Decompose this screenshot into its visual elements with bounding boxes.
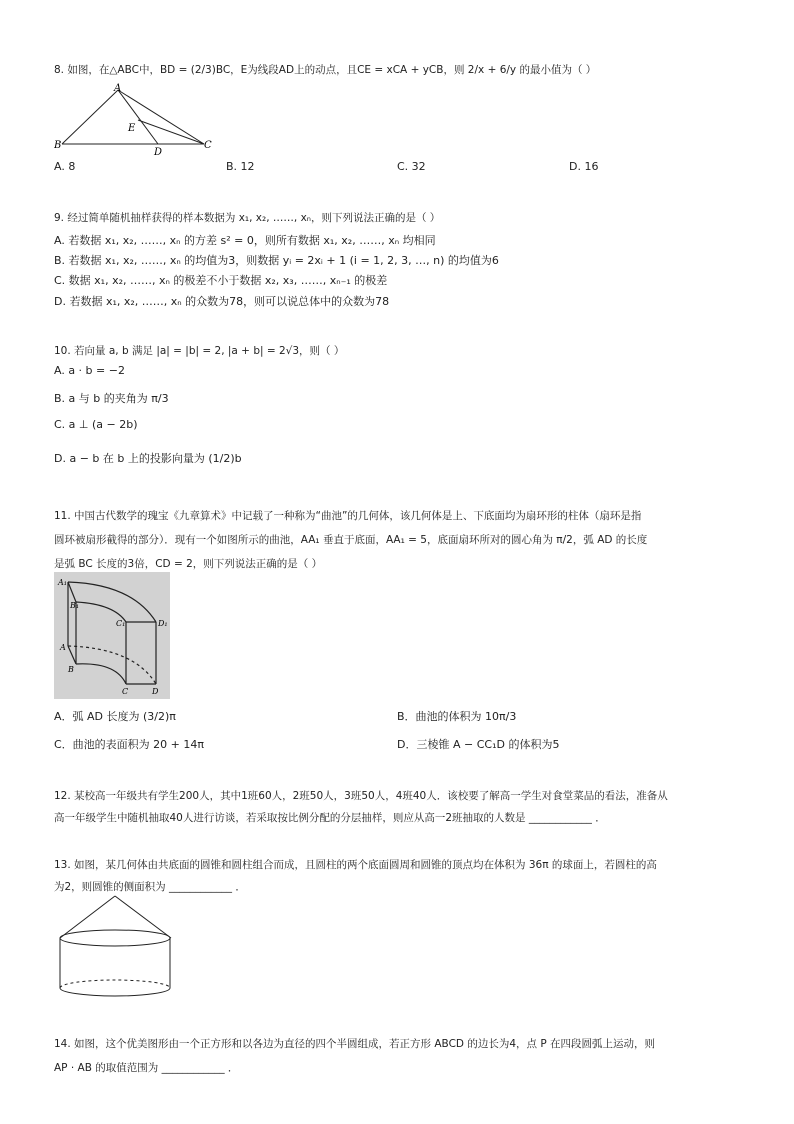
label-b: B bbox=[54, 140, 62, 151]
cylinder-top-ellipse bbox=[60, 930, 170, 946]
label-c1: C₁ bbox=[116, 619, 126, 628]
cone-right-generatrix bbox=[115, 896, 171, 938]
label-e: E bbox=[128, 123, 136, 134]
q11-option-b: B．曲池的体积为 10π/3 bbox=[397, 710, 517, 723]
q11-option-c: C．曲池的表面积为 20 + 14π bbox=[54, 738, 205, 751]
label-a: A bbox=[114, 83, 122, 94]
label-d1: D₁ bbox=[158, 619, 168, 628]
q10-option-d: D. a − b 在 b 上的投影向量为 (1/2)b bbox=[54, 452, 242, 465]
q8-stem: 8. 如图，在△ABC中，BD = (2/3)BC，E为线段AD上的动点，且CE = xCA + yCB，则 2/x + 6/y 的最小值为（ ） bbox=[54, 64, 597, 76]
q8-option-a: A. 8 bbox=[54, 160, 76, 173]
q11-option-d: D．三棱锥 A − CC₁D 的体积为5 bbox=[397, 738, 560, 751]
side-ab bbox=[62, 90, 118, 144]
side-ac bbox=[118, 90, 204, 144]
q10-option-c: C. a ⊥ (a − 2b) bbox=[54, 418, 138, 431]
q9-option-c: C. 数据 x₁, x₂, ……, xₙ 的极差不小于数据 x₂, x₃, ……, xₙ₋₁ 的极差 bbox=[54, 274, 388, 287]
label-c: C bbox=[204, 140, 212, 151]
q11-curved-pool-figure bbox=[54, 572, 170, 699]
label-a: A bbox=[60, 643, 66, 652]
q9-stem: 9. 经过简单随机抽样获得的样本数据为 x₁, x₂, ……, xₙ，则下列说法正确的是（ ） bbox=[54, 212, 441, 224]
label-d: D bbox=[152, 687, 159, 696]
label-b1: B₁ bbox=[70, 601, 80, 610]
q11-option-a: A．弧 AD 长度为 (3/2)π bbox=[54, 710, 176, 723]
segment-ad bbox=[118, 90, 158, 144]
q8-triangle-figure bbox=[54, 82, 224, 156]
q8-option-d: D. 16 bbox=[569, 160, 599, 173]
q8-option-c: C. 32 bbox=[397, 160, 426, 173]
cone-left-generatrix bbox=[60, 896, 115, 938]
q11-stem-line1: 11. 中国古代数学的瑰宝《九章算术》中记载了一种称为“曲池”的几何体，该几何体是上、下底面均为扇环形的柱体（扇环是指 bbox=[54, 510, 642, 522]
q14-stem-line1: 14. 如图，这个优美图形由一个正方形和以各边为直径的四个半圆组成，若正方形 ABCD 的边长为4，点 P 在四段圆弧上运动，则 bbox=[54, 1038, 656, 1050]
q11-stem-line2: 圆环被扇形截得的部分）．现有一个如图所示的曲池，AA₁ 垂直于底面，AA₁ = 5，底面扇环所对的圆心角为 π/2，弧 AD 的长度 bbox=[54, 534, 648, 546]
q13-cone-cylinder-figure bbox=[54, 892, 178, 1002]
q13-stem-line2: 为2，则圆锥的侧面积为 ____________ ． bbox=[54, 881, 246, 893]
q13-stem-line1: 13. 如图，某几何体由共底面的圆锥和圆柱组合而成，且圆柱的两个底面圆周和圆锥的顶点均在体积为 36π 的球面上，若圆柱的高 bbox=[54, 859, 657, 871]
q10-stem: 10. 若向量 a, b 满足 |a| = |b| = 2, |a + b| = 2√3，则（ ） bbox=[54, 345, 345, 357]
q12-stem-line1: 12. 某校高一年级共有学生200人，其中1班60人，2班50人，3班50人，4班40人．该校要了解高一学生对食堂菜品的看法，准备从 bbox=[54, 790, 668, 802]
label-a1: A₁ bbox=[58, 578, 67, 587]
q8-option-b: B. 12 bbox=[226, 160, 255, 173]
q10-option-b: B. a 与 b 的夹角为 π/3 bbox=[54, 392, 169, 405]
q10-option-a: A. a · b = −2 bbox=[54, 364, 125, 377]
label-b: B bbox=[68, 665, 74, 674]
cylinder-bottom-front bbox=[60, 988, 170, 996]
q9-option-a: A. 若数据 x₁, x₂, ……, xₙ 的方差 s² = 0，则所有数据 x₁, x₂, ……, xₙ 均相同 bbox=[54, 234, 436, 247]
label-d: D bbox=[154, 147, 163, 156]
label-c: C bbox=[122, 687, 129, 696]
cylinder-bottom-back bbox=[60, 980, 170, 988]
q14-stem-line2: AP · AB 的取值范围为 ____________ ． bbox=[54, 1062, 239, 1074]
q11-stem-line3: 是弧 BC 长度的3倍，CD = 2，则下列说法正确的是（ ） bbox=[54, 558, 323, 570]
q12-stem-line2: 高一年级学生中随机抽取40人进行访谈，若采取按比例分配的分层抽样，则应从高一2班抽取的人数是 ____________ ． bbox=[54, 812, 606, 824]
q9-option-d: D. 若数据 x₁, x₂, ……, xₙ 的众数为78，则可以说总体中的众数为78 bbox=[54, 295, 390, 308]
q9-option-b: B. 若数据 x₁, x₂, ……, xₙ 的均值为3，则数据 yᵢ = 2xᵢ + 1 (i = 1, 2, 3, …, n) 的均值为6 bbox=[54, 254, 499, 267]
